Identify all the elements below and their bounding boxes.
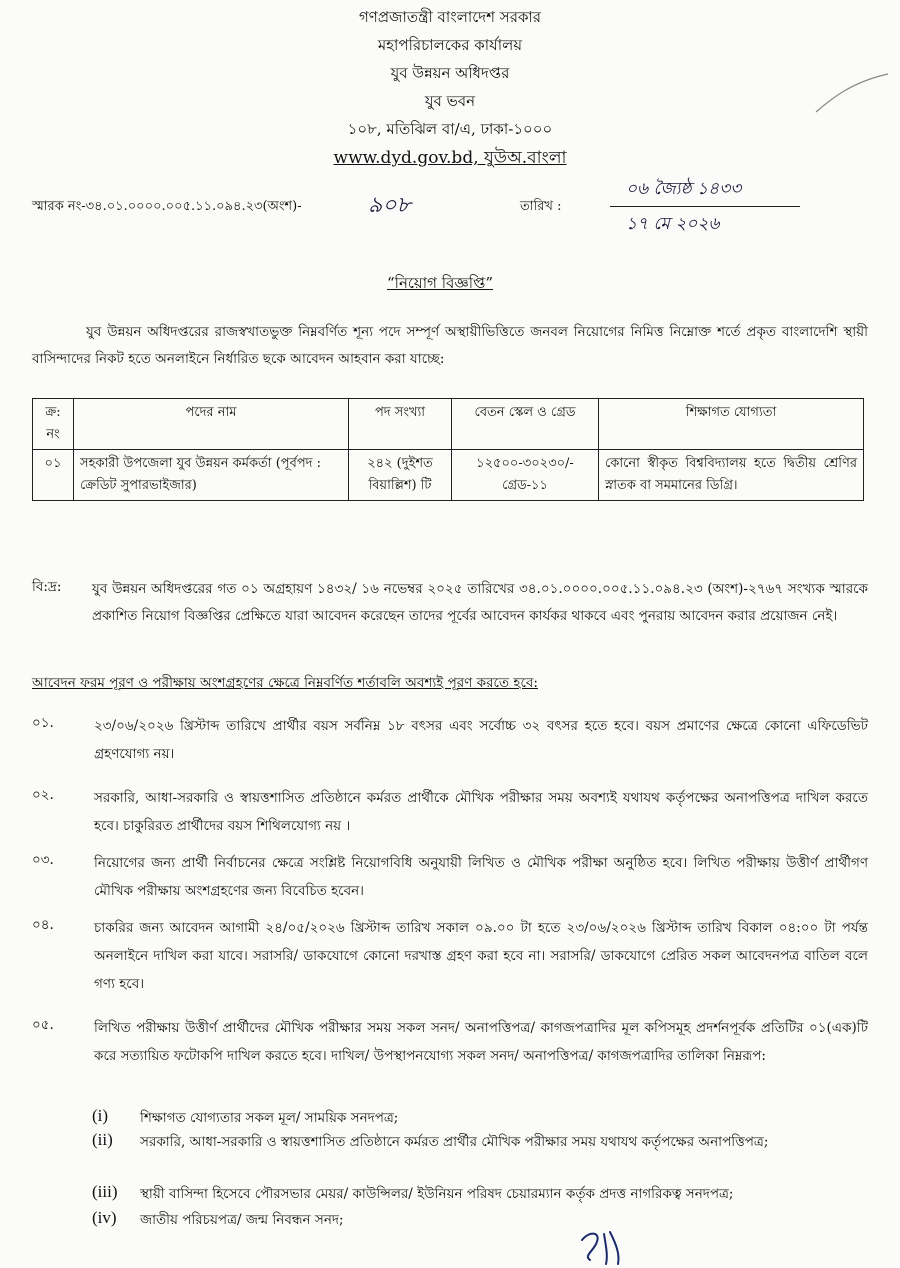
notice-title: “নিয়োগ বিজ্ঞপ্তি” — [386, 274, 493, 292]
cell-post: সহকারী উপজেলা যুব উন্নয়ন কর্মকর্তা (পূর্বপদ : ক্রেডিট সুপারভাইজার) — [74, 450, 349, 501]
condition-text: নিয়োগের জন্য প্রার্থী নির্বাচনের ক্ষেত্রে সংশ্লিষ্ট নিয়োগবিধি অনুযায়ী লিখিত ও মৌখিক পরীক্ষা অনুষ্ঠিত হবে। লিখিত পরীক্ষায় উত্তীর্ণ প্রার্থীগণ মৌখিক পরীক্ষায় অংশগ্রহণের জন্য বিবেচিত হবেন। — [94, 855, 868, 899]
condition-text: চাকরির জন্য আবেদন আগামী ২৪/০৫/২০২৬ খ্রিস্টাব্দ তারিখ সকাল ০৯.০০ টা হতে ২৩/০৬/২০২৬ খ্রিস্টাব্দ তারিখ বিকাল ০৪:০০ টা পর্যন্ত অনলাইনে দাখিল করা যাবে। সরাসরি/ ডাকযোগে কোনো দরখাস্ত গ্রহণ করা হবে না। সরাসরি/ ডাকযোগে প্রেরিত সকল আবেদনপত্র বাতিল বলে গণ্য হবে। — [94, 920, 868, 992]
note-label: বি:দ্র: — [32, 579, 62, 595]
sub-item-text: শিক্ষাগত যোগ্যতার সকল মূল/ সাময়িক সনদপত্র; — [140, 1110, 399, 1126]
header-website: www.dyd.gov.bd, যুউঅ.বাংলা — [333, 148, 567, 168]
date-bangla: ০৬ জ্যৈষ্ঠ ১৪৩৩ — [626, 179, 742, 199]
sub-item-number: (ii) — [92, 1130, 113, 1149]
condition-number: ০৫. — [32, 1017, 54, 1033]
sub-item-number: (i) — [92, 1106, 109, 1125]
sub-item-number: (iii) — [92, 1182, 118, 1201]
conditions-heading: আবেদন ফরম পূরণ ও পরীক্ষায় অংশগ্রহণের ক্ষেত্রে নিম্নবর্ণিত শর্তাবলি অবশ্যই পূরণ করতে হবে: — [32, 675, 538, 691]
date-english: ১৭ মে ২০২৬ — [626, 214, 720, 234]
initials-signature — [576, 1226, 636, 1266]
memo-number-handwritten: ৯০৮ — [368, 193, 411, 218]
sub-item-text: স্থায়ী বাসিন্দা হিসেবে পৌরসভার মেয়র/ কাউন্সিলর/ ইউনিয়ন পরিষদ চেয়ারম্যান কর্তৃক প্রদত্ত নাগরিকত্ব সনদপত্র; — [140, 1186, 734, 1202]
date-label: তারিখ : — [520, 199, 562, 214]
condition-text: ২৩/০৬/২০২৬ খ্রিস্টাব্দ তারিখে প্রার্থীর বয়স সর্বনিম্ন ১৮ বৎসর এবং সর্বোচ্চ ৩২ বৎসর হতে হবে। বয়স প্রমাণের ক্ষেত্রে কোনো এফিডেভিট গ্রহণযোগ্য নয়। — [94, 718, 868, 762]
condition-number: ০১. — [32, 715, 54, 731]
header-office: মহাপরিচালকের কার্যালয় — [377, 36, 523, 54]
cell-serial: ০১ — [33, 450, 74, 501]
table-header-row — [33, 399, 864, 450]
col-qualification-header: শিক্ষাগত যোগ্যতা — [599, 399, 864, 450]
posts-table — [32, 398, 864, 501]
memo-number-label: স্মারক নং-৩৪.০১.০০০০.০০৫.১১.০৯৪.২৩(অংশ)- — [32, 199, 302, 214]
pen-stroke-mark — [812, 68, 892, 118]
sub-item-number: (iv) — [92, 1208, 117, 1227]
col-serial-header: ক্র: নং — [33, 399, 74, 450]
condition-text: লিখিত পরীক্ষায় উত্তীর্ণ প্রার্থীদের মৌখিক পরীক্ষার সময় সকল সনদ/ অনাপত্তিপত্র/ কাগজপত্রাদির মূল কপিসমূহ প্রদর্শনপূর্বক প্রতিটির ০১(এক)টি করে সত্যায়িত ফটোকপি দাখিল করতে হবে। দাখিল/ উপস্থাপনযোগ্য সকল সনদ/ অনাপত্তিপত্র/ কাগজপত্রাদির তালিকা নিম্নরূপ: — [94, 1020, 868, 1064]
table-row — [33, 450, 864, 501]
sub-item-text: জাতীয় পরিচয়পত্র/ জন্ম নিবন্ধন সনদ; — [140, 1212, 344, 1228]
header-building: যুব ভবন — [424, 92, 476, 110]
header-govt: গণপ্রজাতন্ত্রী বাংলাদেশ সরকার — [358, 8, 542, 26]
col-post-header: পদের নাম — [74, 399, 349, 450]
note-text: যুব উন্নয়ন অধিদপ্তরের গত ০১ অগ্রহায়ণ ১৪৩২/ ১৬ নভেম্বর ২০২৫ তারিখের ৩৪.০১.০০০০.০০৫.১১.০৯৪.২৩ (অংশ)-২৭৬৭ সংখ্যক স্মারকে প্রকাশিত নিয়োগ বিজ্ঞপ্তির প্রেক্ষিতে যারা আবেদন করেছেন তাদের পূর্বের আবেদন কার্যকর থাকবে এবং পুনরায় আবেদন করার প্রয়োজন নেই। — [92, 581, 868, 624]
col-scale-header: বেতন স্কেল ও গ্রেড — [452, 399, 599, 450]
condition-number: ০৩. — [32, 852, 54, 868]
cell-count: ২৪২ (দুইশত বিয়াল্লিশ) টি — [349, 450, 452, 501]
condition-number: ০২. — [32, 787, 54, 803]
intro-paragraph: যুব উন্নয়ন অধিদপ্তরের রাজস্বখাতভুক্ত নিম্নবর্ণিত শূন্য পদে সম্পূর্ণ অস্থায়ীভিত্তিতে জনবল নিয়োগের নিমিত্ত নিম্নোক্ত শর্তে প্রকৃত বাংলাদেশি স্থায়ী বাসিন্দাদের নিকট হতে অনলাইনে নির্ধারিত ছকে আবেদন আহবান করা যাচ্ছে: — [32, 324, 868, 367]
header-department: যুব উন্নয়ন অধিদপ্তর — [390, 64, 510, 82]
header-address: ১০৮, মতিঝিল বা/এ, ঢাকা-১০০০ — [347, 120, 553, 138]
sub-item-text: সরকারি, আধা-সরকারি ও স্বায়ত্তশাসিত প্রতিষ্ঠানে কর্মরত প্রার্থীর মৌখিক পরীক্ষার সময় যথাযথ কর্তৃপক্ষের অনাপত্তিপত্র; — [140, 1134, 769, 1150]
condition-number: ০৪. — [32, 917, 54, 933]
cell-qualification: কোনো স্বীকৃত বিশ্ববিদ্যালয় হতে দ্বিতীয় শ্রেণির স্নাতক বা সমমানের ডিগ্রি। — [599, 450, 864, 501]
cell-scale: ১২৫০০-৩০২৩০/- গ্রেড-১১ — [452, 450, 599, 501]
condition-text: সরকারি, আধা-সরকারি ও স্বায়ত্তশাসিত প্রতিষ্ঠানে কর্মরত প্রার্থীকে মৌখিক পরীক্ষার সময় অবশ্যই যথাযথ কর্তৃপক্ষের অনাপত্তিপত্র দাখিল করতে হবে। চাকুরিরত প্রার্থীদের বয়স শিথিলযোগ্য নয় । — [94, 790, 868, 834]
date-divider — [610, 206, 800, 207]
col-count-header: পদ সংখ্যা — [349, 399, 452, 450]
